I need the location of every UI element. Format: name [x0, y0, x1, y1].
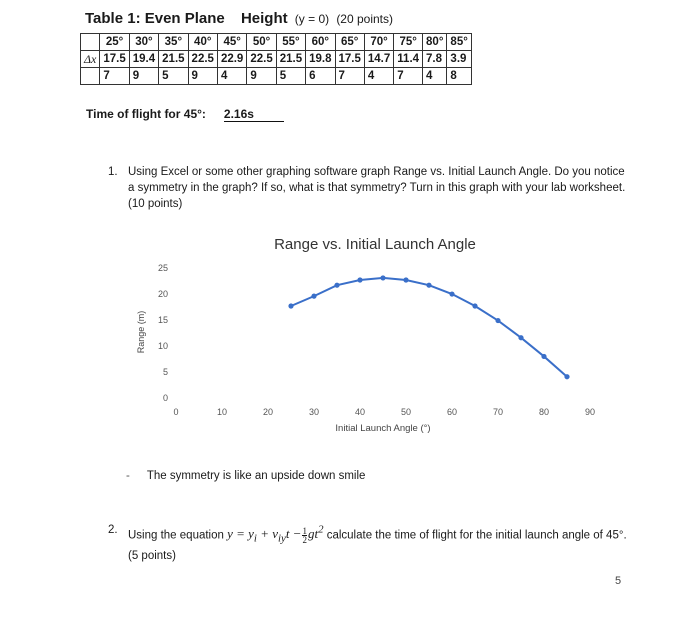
time-of-flight-value: 2.16s — [224, 107, 284, 122]
data-point — [518, 335, 523, 340]
angle-header: 25° — [100, 34, 129, 51]
y-tick-label: 25 — [157, 263, 168, 273]
time-of-flight — [86, 107, 284, 122]
digit-cell: 9 — [188, 68, 217, 85]
eq-mid: + v — [256, 526, 278, 542]
range-table — [80, 33, 472, 85]
x-tick-label: 30 — [308, 407, 320, 417]
data-point — [288, 303, 293, 308]
range-cell: 21.5 — [159, 51, 188, 68]
digit-cell: 5 — [276, 68, 305, 85]
range-cell: 7.8 — [423, 51, 447, 68]
x-tick-label: 80 — [538, 407, 550, 417]
question-2-text — [128, 522, 628, 565]
data-point — [403, 277, 408, 282]
angle-header: 50° — [247, 34, 276, 51]
equation — [227, 524, 324, 545]
data-point — [426, 283, 431, 288]
data-point — [334, 283, 339, 288]
height-equation: (y = 0) — [294, 12, 330, 26]
answer-1 — [126, 470, 365, 482]
angle-header: 30° — [129, 34, 158, 51]
digit-cell: 7 — [335, 68, 364, 85]
range-cell: 14.7 — [364, 51, 393, 68]
frac-numerator: 1 — [302, 525, 307, 536]
x-axis-label: Initial Launch Angle (°) — [335, 423, 431, 434]
y-tick-label: 15 — [157, 315, 168, 325]
frac-denominator: 2 — [302, 534, 307, 545]
eq-sub-i: i — [253, 532, 257, 545]
digit-cell: 5 — [159, 68, 188, 85]
eq-end: gt — [307, 526, 319, 542]
x-tick-label: 20 — [262, 407, 274, 417]
time-of-flight-label: Time of flight for 45°: — [86, 107, 206, 121]
blank-cell — [81, 68, 100, 85]
angle-header: 35° — [159, 34, 188, 51]
range-cell: 22.5 — [247, 51, 276, 68]
eq-t: t − — [285, 526, 302, 542]
range-cell: 11.4 — [394, 51, 423, 68]
range-cell: 21.5 — [276, 51, 305, 68]
range-cell: 17.5 — [335, 51, 364, 68]
corner-cell — [81, 34, 100, 51]
question-2-rest: calculate the time of flight for the initial launch angle of 45°. (5 points) — [128, 529, 627, 562]
y-tick-label: 0 — [162, 393, 168, 403]
points-label: (20 points) — [336, 12, 394, 26]
table-title: Table 1: Even Plane — [85, 10, 225, 27]
range-cell: 22.9 — [217, 51, 246, 68]
range-row — [81, 51, 472, 68]
angle-row — [81, 34, 472, 51]
data-point — [541, 354, 546, 359]
data-point — [311, 294, 316, 299]
range-cell: 22.5 — [188, 51, 217, 68]
x-tick-label: 90 — [584, 407, 596, 417]
fraction — [302, 527, 307, 544]
question-2-number: 2. — [108, 524, 118, 536]
x-tick-label: 0 — [173, 407, 179, 417]
question-1-text: Using Excel or some other graphing software graph Range vs. Initial Launch Angle. Do you notice a symmetry in the graph? If so, what is that symmetry? Turn in this graph with your lab worksheet. (10 points) — [128, 166, 626, 210]
x-tick-label: 60 — [446, 407, 458, 417]
range-cell: 19.8 — [306, 51, 335, 68]
angle-header: 70° — [364, 34, 393, 51]
delta-x-label: Δx — [81, 51, 100, 68]
x-tick-label: 10 — [216, 407, 228, 417]
question-2-intro: Using the equation — [128, 529, 224, 542]
angle-header: 75° — [394, 34, 423, 51]
data-point — [357, 277, 362, 282]
answer-1-text: The symmetry is like an upside down smile — [146, 470, 366, 482]
x-tick-label: 70 — [492, 407, 504, 417]
angle-header: 55° — [276, 34, 305, 51]
x-tick-label: 40 — [354, 407, 366, 417]
angle-header: 40° — [188, 34, 217, 51]
digit-cell: 4 — [217, 68, 246, 85]
data-point — [495, 318, 500, 323]
digit-cell: 6 — [306, 68, 335, 85]
bullet-dash: - — [126, 470, 130, 482]
range-cell: 17.5 — [100, 51, 129, 68]
question-2 — [108, 522, 628, 565]
y-tick-label: 5 — [162, 367, 168, 377]
question-1-number: 1. — [108, 166, 118, 178]
data-point — [472, 303, 477, 308]
digit-cell: 7 — [394, 68, 423, 85]
angle-header: 65° — [335, 34, 364, 51]
range-cell: 3.9 — [447, 51, 471, 68]
digit-cell: 4 — [364, 68, 393, 85]
angle-header: 85° — [447, 34, 471, 51]
height-label: Height — [240, 10, 288, 27]
question-1 — [108, 164, 633, 212]
digit-cell: 7 — [100, 68, 129, 85]
x-tick-label: 50 — [400, 407, 412, 417]
angle-header: 45° — [217, 34, 246, 51]
data-point — [449, 291, 454, 296]
y-tick-label: 10 — [157, 341, 168, 351]
angle-header: 80° — [423, 34, 447, 51]
data-point — [564, 374, 569, 379]
range-chart — [130, 255, 600, 445]
table-title-row — [85, 10, 393, 27]
page-number: 5 — [615, 575, 622, 587]
range-cell: 19.4 — [129, 51, 158, 68]
chart-title: Range vs. Initial Launch Angle — [274, 236, 476, 253]
eq-sub-iy: iy — [277, 532, 286, 545]
eq-left: y = y — [227, 526, 254, 542]
series-line — [291, 278, 567, 377]
digit-cell: 9 — [129, 68, 158, 85]
eq-sup: 2 — [318, 524, 324, 536]
digit-row — [81, 68, 472, 85]
digit-cell: 8 — [447, 68, 471, 85]
y-tick-label: 20 — [157, 289, 168, 299]
angle-header: 60° — [306, 34, 335, 51]
data-point — [380, 275, 385, 280]
y-axis-label: Range (m) — [136, 310, 146, 354]
digit-cell: 9 — [247, 68, 276, 85]
digit-cell: 4 — [423, 68, 447, 85]
